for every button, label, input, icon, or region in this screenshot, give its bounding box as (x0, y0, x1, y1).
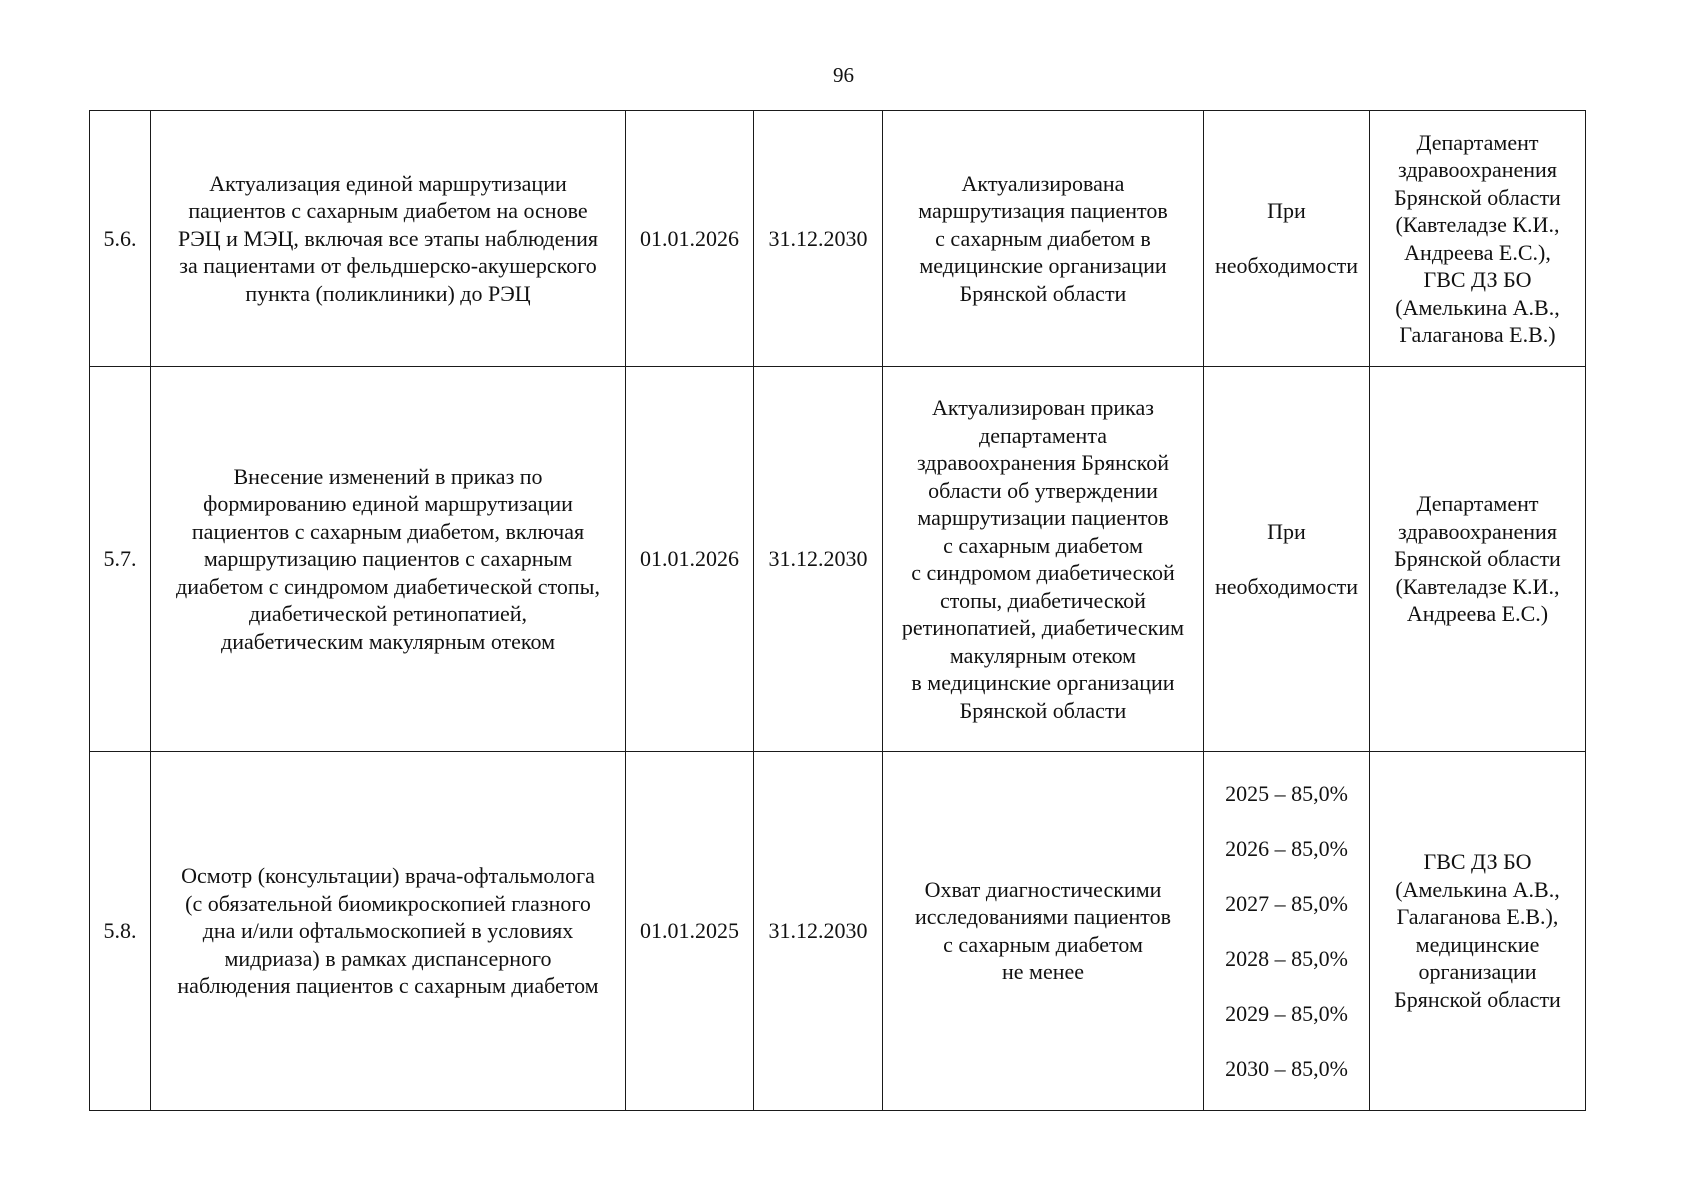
indicator-line: При (1267, 198, 1306, 224)
result-cell: Охват диагностическими исследованиями пациентов с сахарным диабетом не менее (883, 752, 1204, 1111)
start-date-cell: 01.01.2025 (626, 752, 754, 1111)
indicator-line: 2026 – 85,0% (1225, 835, 1348, 861)
end-date-cell: 31.12.2030 (754, 111, 883, 367)
indicator-cell (1204, 752, 1370, 1111)
activity-cell: Актуализация единой маршрутизации пациентов с сахарным диабетом на основе РЭЦ и МЭЦ, включая все этапы наблюдения за пациентами от фельдшерско-акушерского пункта (поликлиники) до РЭЦ (151, 111, 626, 367)
indicator-cell (1204, 111, 1370, 367)
indicator-cell (1204, 367, 1370, 752)
end-date-cell: 31.12.2030 (754, 367, 883, 752)
responsible-cell: Департамент здравоохранения Брянской области (Кавтеладзе К.И., Андреева Е.С.) (1370, 367, 1586, 752)
indicator-line: 2025 – 85,0% (1225, 780, 1348, 806)
indicator-line: При (1267, 518, 1306, 544)
row-number: 5.6. (90, 111, 151, 367)
end-date-cell: 31.12.2030 (754, 752, 883, 1111)
table-row (90, 367, 1586, 752)
result-cell: Актуализирован приказ департамента здравоохранения Брянской области об утверждении маршрутизации пациентов с сахарным диабетом с синдромом диабетической стопы, диабетической ретинопатией, диабетическим макулярным отеком в медицинские организации Брянской области (883, 367, 1204, 752)
activity-cell: Внесение изменений в приказ по формированию единой маршрутизации пациентов с сахарным диабетом, включая маршрутизацию пациентов с сахарным диабетом с синдромом диабетической стопы, диабетической ретинопатией, диабетическим макулярным отеком (151, 367, 626, 752)
responsible-cell: ГВС ДЗ БО (Амелькина А.В., Галаганова Е.В.), медицинские организации Брянской области (1370, 752, 1586, 1111)
table-row (90, 752, 1586, 1111)
start-date-cell: 01.01.2026 (626, 367, 754, 752)
indicator-line: необходимости (1214, 253, 1358, 279)
activity-cell: Осмотр (консультации) врача-офтальмолога (с обязательной биомикроскопией глазного дна и/или офтальмоскопией в условиях мидриаза) в рамках диспансерного наблюдения пациентов с сахарным диабетом (151, 752, 626, 1111)
responsible-cell: Департамент здравоохранения Брянской области (Кавтеладзе К.И., Андреева Е.С.), ГВС ДЗ БО (Амелькина А.В., Галаганова Е.В.) (1370, 111, 1586, 367)
table-row (90, 111, 1586, 367)
row-number: 5.7. (90, 367, 151, 752)
indicator-line: 2027 – 85,0% (1225, 890, 1348, 916)
row-number: 5.8. (90, 752, 151, 1111)
indicator-line: 2029 – 85,0% (1225, 1000, 1348, 1026)
start-date-cell: 01.01.2026 (626, 111, 754, 367)
page-number: 96 (833, 63, 854, 87)
indicator-line: необходимости (1214, 573, 1358, 599)
result-cell: Актуализирована маршрутизация пациентов с сахарным диабетом в медицинские организации Брянской области (883, 111, 1204, 367)
indicator-line: 2030 – 85,0% (1225, 1055, 1348, 1081)
indicator-line: 2028 – 85,0% (1225, 945, 1348, 971)
activity-table (89, 110, 1586, 1111)
